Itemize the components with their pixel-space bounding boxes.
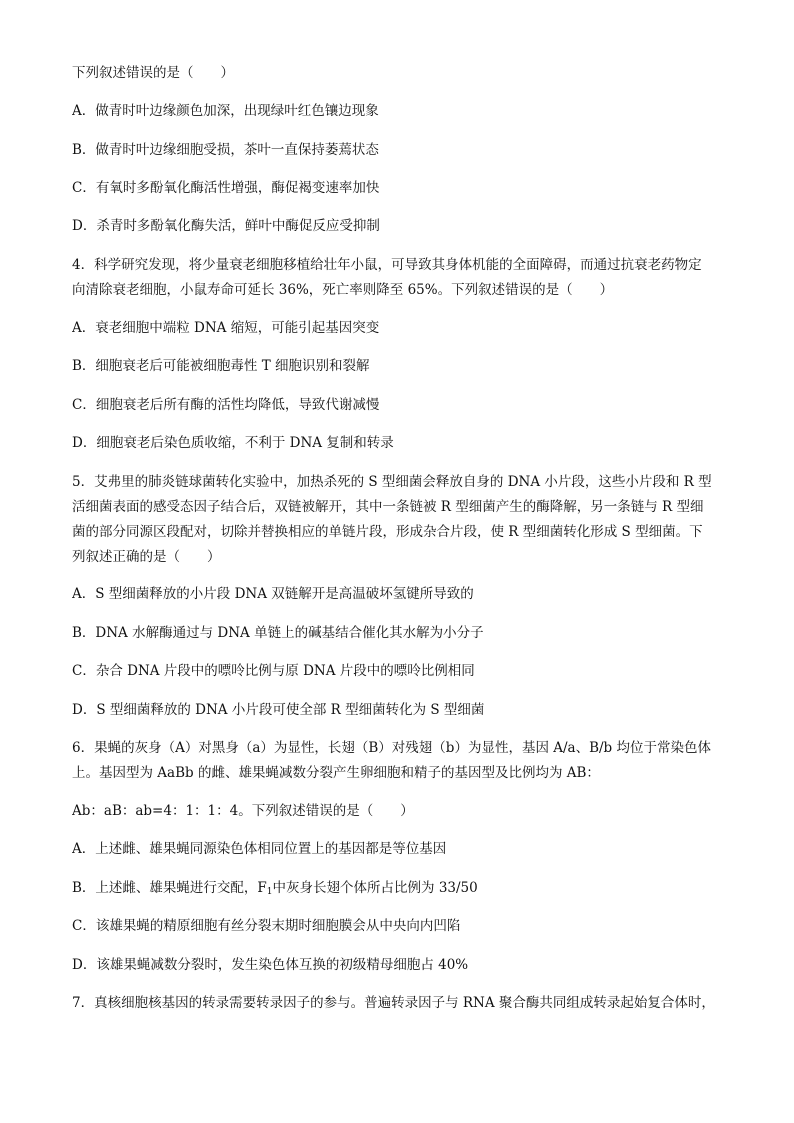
q5-option-d: D．S 型细菌释放的 DNA 小片段可使全部 R 型细菌转化为 S 型细菌 (72, 702, 485, 718)
q6-option-b-subscript: 1 (266, 887, 273, 897)
q3-option-c: C．有氧时多酚氧化酶活性增强，酶促褐变速率加快 (72, 180, 380, 196)
q5-option-a: A．S 型细菌释放的小片段 DNA 双链解开是高温破坏氢键所导致的 (72, 586, 474, 602)
q4-option-c: C．细胞衰老后所有酶的活性均降低，导致代谢减慢 (72, 397, 380, 413)
q5-stem-line-3: 菌的部分同源区段配对，切除并替换相应的单链片段，形成杂合片段，使 R 型细菌转化形成 S 型细菌。下 (72, 524, 703, 540)
q4-option-b: B．细胞衰老后可能被细胞毒性 T 细胞识别和裂解 (72, 358, 370, 374)
q5-option-b: B．DNA 水解酶通过与 DNA 单链上的碱基结合催化其水解为小分子 (72, 625, 484, 641)
q5-option-c: C．杂合 DNA 片段中的嘌呤比例与原 DNA 片段中的嘌呤比例相同 (72, 663, 475, 679)
q6-stem-line-2: 上。基因型为 AaBb 的雌、雄果蝇减数分裂产生卵细胞和精子的基因型及比例均为 AB： (72, 765, 600, 781)
q5-stem-line-1: 5．艾弗里的肺炎链球菌转化实验中，加热杀死的 S 型细菌会释放自身的 DNA 小片段，这些小片段和 R 型 (72, 474, 712, 490)
q6-option-b (72, 878, 732, 902)
q6-stem-line-1: 6．果蝇的灰身（A）对黑身（a）为显性，长翅（B）对残翅（b）为显性，基因 A/a、B/b 均位于常染色体 (72, 740, 711, 756)
q3-option-a: A．做青时叶边缘颜色加深，出现绿叶红色镶边现象 (72, 103, 379, 119)
q7-stem-line-1: 7．真核细胞核基因的转录需要转录因子的参与。普遍转录因子与 RNA 聚合酶共同组成转录起始复合体时， (72, 995, 715, 1011)
q6-option-b-text-1: B．上述雌、雄果蝇进行交配，F (72, 880, 267, 896)
q4-stem-line-1: 4．科学研究发现，将少量衰老细胞移植给壮年小鼠，可导致其身体机能的全面障碍，而通过抗衰老药物定 (72, 257, 702, 273)
q6-option-b-text-2: 中灰身长翅个体所占比例为 33/50 (272, 880, 478, 896)
q4-option-d: D．细胞衰老后染色质收缩，不利于 DNA 复制和转录 (72, 435, 394, 451)
q3-stem: 下列叙述错误的是（ ） (72, 65, 234, 81)
q6-option-c: C．该雄果蝇的精原细胞有丝分裂末期时细胞膜会从中央向内凹陷 (72, 918, 461, 934)
q6-option-a: A．上述雌、雄果蝇同源染色体相同位置上的基因都是等位基因 (72, 841, 447, 857)
q4-option-a: A．衰老细胞中端粒 DNA 缩短，可能引起基因突变 (72, 320, 380, 336)
q5-stem-line-4: 列叙述正确的是（ ） (72, 549, 221, 565)
q3-option-b: B．做青时叶边缘细胞受损，茶叶一直保持萎蔫状态 (72, 142, 379, 158)
q5-stem-line-2: 活细菌表面的感受态因子结合后，双链被解开，其中一条链被 R 型细菌产生的酶降解，另一条链与 R 型细 (72, 499, 704, 515)
q6-stem-line-3: Ab：aB：ab=4：1：1：4。下列叙述错误的是（ ） (72, 803, 414, 819)
q6-option-d: D．该雄果蝇减数分裂时，发生染色体互换的初级精母细胞占 40% (72, 957, 469, 973)
q3-option-d: D．杀青时多酚氧化酶失活，鲜叶中酶促反应受抑制 (72, 218, 380, 234)
q4-stem-line-2: 向清除衰老细胞，小鼠寿命可延长 36%，死亡率则降至 65%。下列叙述错误的是（ ） (72, 282, 614, 298)
